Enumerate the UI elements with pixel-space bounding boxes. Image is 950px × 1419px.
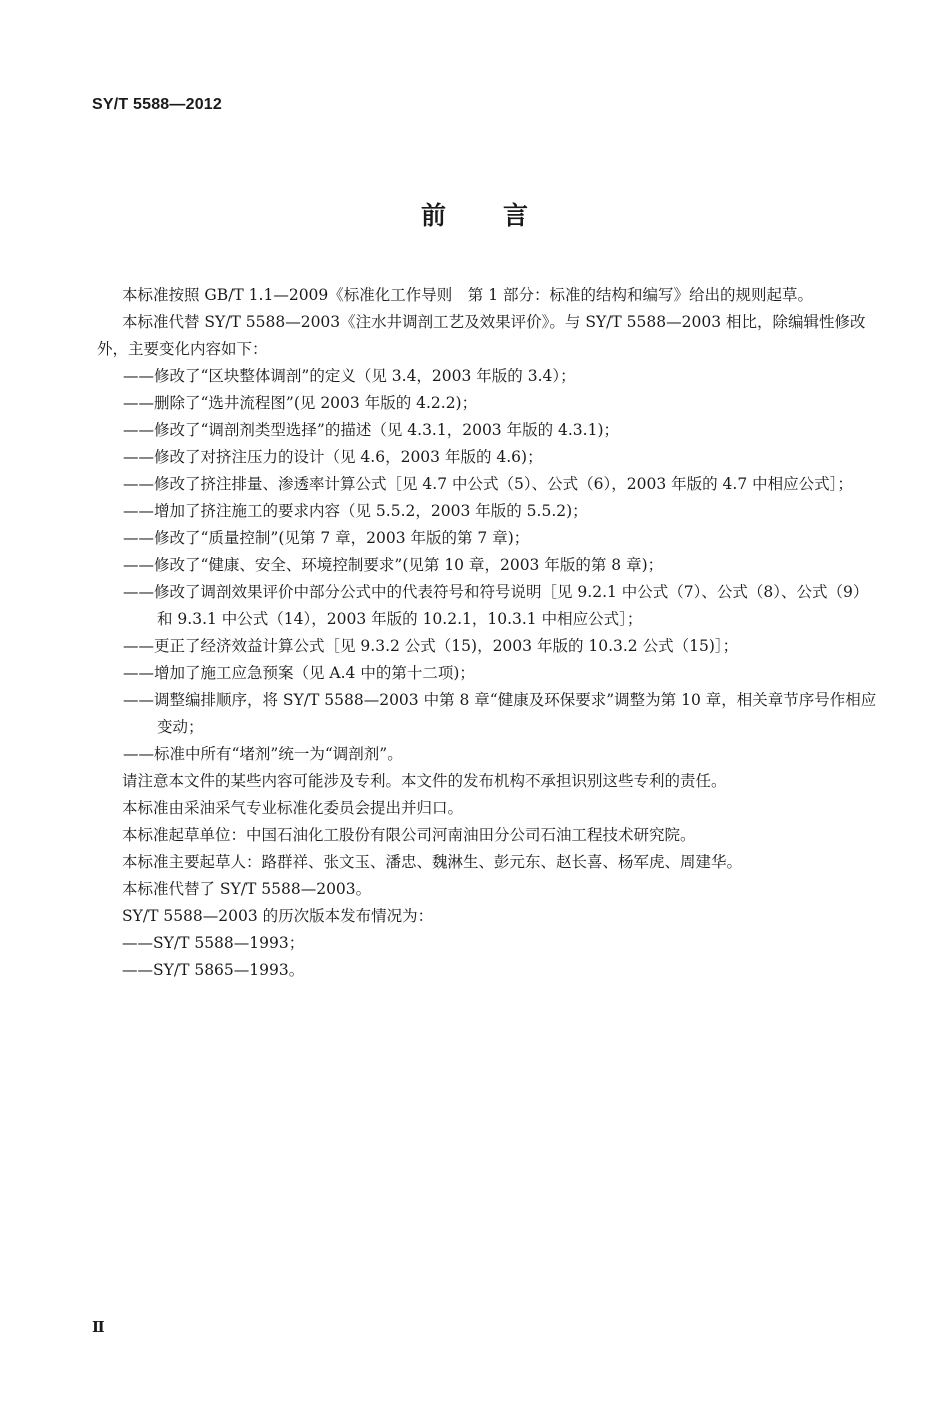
drafters: 本标准主要起草人：路群祥、张文玉、潘忠、魏淋生、彭元东、赵长喜、杨军虎、周建华。 [122,853,743,871]
title-char-1: 前 [420,201,447,230]
paragraph-replacement: 本标准代替 SY/T 5588—2003《注水井调剖工艺及效果评价》。与 SY/T 5588—2003 相比，除编辑性修改外，主要变化内容如下： [97,313,866,358]
list-item: ——修改了对挤注压力的设计（见 4.6，2003 年版的 4.6)； [123,448,543,466]
list-item: ——修改了“调剖剂类型选择”的描述（见 4.3.1，2003 年版的 4.3.1)； [123,421,620,439]
version-history-heading: SY/T 5588—2003 的历次版本发布情况为： [122,907,434,925]
list-item: ——删除了“选井流程图”(见 2003 年版的 4.2.2)； [123,394,478,412]
list-item: ——更正了经济效益计算公式［见 9.3.2 公式（15)，2003 年版的 10.3.2 公式（15)］； [123,637,739,655]
change-list [97,363,883,768]
drafting-unit: 本标准起草单位：中国石油化工股份有限公司河南油田分公司石油工程技术研究院。 [122,826,696,844]
list-item: ——修改了挤注排量、渗透率计算公式［见 4.7 中公式（5）、公式（6），2003 年版的 4.7 中相应公式］； [123,475,853,493]
proposer-notice: 本标准由采油采气专业标准化委员会提出并归口。 [122,799,464,817]
list-item: ——修改了“质量控制”(见第 7 章，2003 年版的第 7 章)； [123,529,530,547]
list-item: ——标准中所有“堵剂”统一为“调剖剂”。 [123,745,403,763]
list-item: ——修改了“健康、安全、环境控制要求”(见第 10 章，2003 年版的第 8 章)； [123,556,664,574]
list-item: ——修改了调剖效果评价中部分公式中的代表符号和符号说明［见 9.2.1 中公式（7）、公式（8）、公式（9）和 9.3.1 中公式（14），2003 年版的 10.2.1，10.3.1 中相应公式］； [123,583,869,628]
list-item: ——增加了挤注施工的要求内容（见 5.5.2，2003 年版的 5.5.2)； [123,502,588,520]
page-title [0,196,950,232]
page-number: Ⅱ [92,1318,105,1336]
paragraph-drafting-rules: 本标准按照 GB/T 1.1—2009《标准化工作导则 第 1 部分：标准的结构和编写》给出的规则起草。 [122,286,814,304]
list-item: ——修改了“区块整体调剖”的定义（见 3.4，2003 年版的 3.4）； [123,367,576,385]
version-history-item: ——SY/T 5588—1993； [122,934,305,952]
title-char-2: 言 [503,201,530,230]
version-history-item: ——SY/T 5865—1993。 [122,961,305,979]
foreword-body [97,282,883,984]
list-item: ——增加了施工应急预案（见 A.4 中的第十二项)； [123,664,475,682]
replaced-standard: 本标准代替了 SY/T 5588—2003。 [122,880,372,898]
standard-code: SY/T 5588—2012 [92,96,222,113]
patent-notice: 请注意本文件的某些内容可能涉及专利。本文件的发布机构不承担识别这些专利的责任。 [122,772,727,790]
list-item: ——调整编排顺序，将 SY/T 5588—2003 中第 8 章“健康及环保要求”调整为第 10 章，相关章节序号作相应变动； [123,691,877,736]
